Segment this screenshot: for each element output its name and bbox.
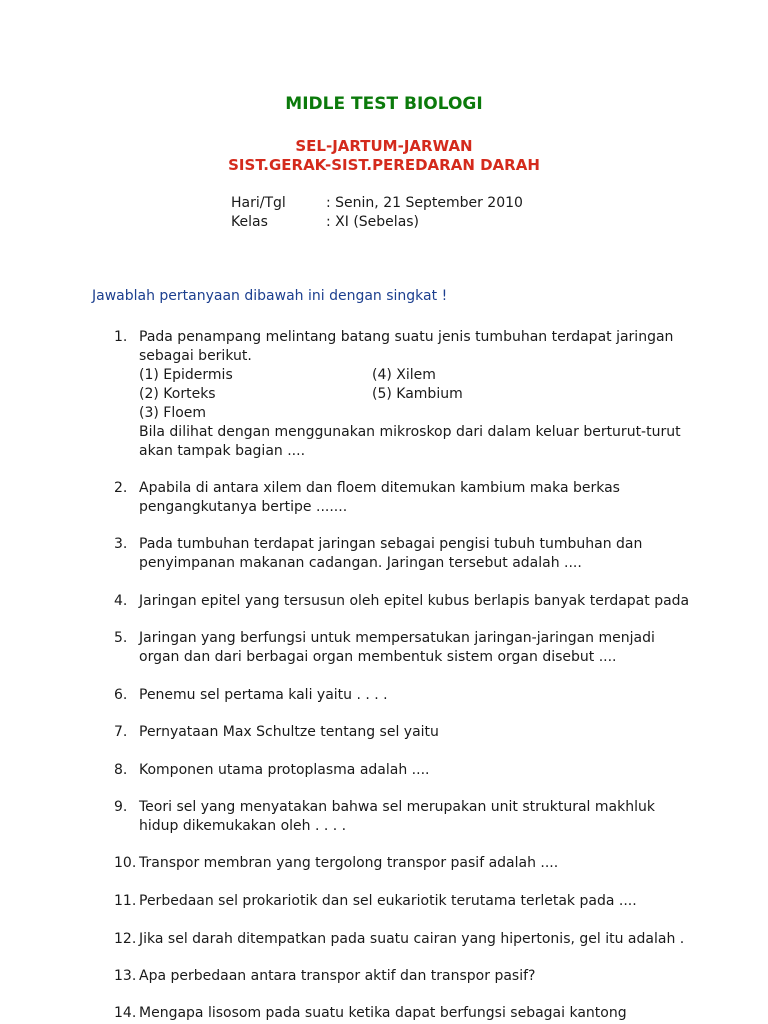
- question-text: [139, 629, 719, 667]
- question-line: hidup dikemukakan oleh . . . .: [139, 818, 347, 834]
- subtitle-systems: SIST.GERAK-SIST.PEREDARAN DARAH: [228, 156, 540, 174]
- question-text: [139, 686, 719, 705]
- option-row: [139, 385, 719, 404]
- question-number: 5.: [114, 630, 128, 646]
- question-number: 2.: [114, 480, 128, 496]
- question-text: [139, 1004, 719, 1023]
- option-item: (1) Epidermis: [139, 367, 233, 383]
- question-line: Mengapa lisosom pada suatu ketika dapat berfungsi sebagai kantong: [139, 1005, 627, 1021]
- question-line: Penemu sel pertama kali yaitu . . . .: [139, 687, 388, 703]
- question-text: [139, 479, 719, 517]
- option-item: (5) Kambium: [372, 386, 463, 402]
- question-line: akan tampak bagian ....: [139, 443, 306, 459]
- question-number: 10.: [114, 855, 137, 871]
- question-number: 3.: [114, 536, 128, 552]
- question-number: 6.: [114, 687, 128, 703]
- question-text: [139, 535, 719, 573]
- question-number: 4.: [114, 593, 128, 609]
- page-title: MIDLE TEST BIOLOGI: [285, 94, 483, 114]
- question-line: sebagai berikut.: [139, 348, 252, 364]
- option-item: (2) Korteks: [139, 386, 216, 402]
- question-number: 13.: [114, 968, 137, 984]
- question-number: 14.: [114, 1005, 137, 1021]
- question-number: 1.: [114, 329, 128, 345]
- question-number: 12.: [114, 931, 137, 947]
- question-text: [139, 854, 719, 873]
- meta-class-label: Kelas: [231, 214, 268, 230]
- option-item: (3) Floem: [139, 405, 207, 421]
- question-text: [139, 892, 719, 911]
- question-line: Pernyataan Max Schultze tentang sel yaitu: [139, 724, 439, 740]
- option-item: (4) Xilem: [372, 367, 436, 383]
- question-number: 9.: [114, 799, 128, 815]
- question-text: [139, 723, 719, 742]
- question-line: Komponen utama protoplasma adalah ....: [139, 762, 430, 778]
- question-line: penyimpanan makanan cadangan. Jaringan tersebut adalah ....: [139, 555, 582, 571]
- question-line: Jika sel darah ditempatkan pada suatu cairan yang hipertonis, gel itu adalah .: [139, 931, 685, 947]
- question-line: pengangkutanya bertipe .......: [139, 499, 348, 515]
- question-text: [139, 592, 719, 611]
- question-text: [139, 328, 719, 461]
- question-line: Jaringan yang berfungsi untuk mempersatukan jaringan-jaringan menjadi: [139, 630, 655, 646]
- meta-class-value: : XI (Sebelas): [326, 214, 420, 230]
- question-line: Pada penampang melintang batang suatu jenis tumbuhan terdapat jaringan: [139, 329, 674, 345]
- question-number: 8.: [114, 762, 128, 778]
- question-line: organ dan dari berbagai organ membentuk sistem organ disebut ....: [139, 649, 617, 665]
- question-line: Bila dilihat dengan menggunakan mikroskop dari dalam keluar berturut-turut: [139, 424, 681, 440]
- question-number: 7.: [114, 724, 128, 740]
- question-line: Teori sel yang menyatakan bahwa sel merupakan unit struktural makhluk: [139, 799, 655, 815]
- instruction-text: Jawablah pertanyaan dibawah ini dengan singkat !: [92, 288, 448, 304]
- question-line: Transpor membran yang tergolong transpor pasif adalah ....: [139, 855, 559, 871]
- question-line: Apabila di antara xilem dan floem ditemukan kambium maka berkas: [139, 480, 620, 496]
- meta-date-label: Hari/Tgl: [231, 195, 286, 211]
- question-line: Apa perbedaan antara transpor aktif dan transpor pasif?: [139, 968, 536, 984]
- meta-date-value: : Senin, 21 September 2010: [326, 195, 523, 211]
- question-text: [139, 761, 719, 780]
- question-number: 11.: [114, 893, 137, 909]
- question-line: Jaringan epitel yang tersusun oleh epitel kubus berlapis banyak terdapat pada: [139, 593, 690, 609]
- question-line: Perbedaan sel prokariotik dan sel eukariotik terutama terletak pada ....: [139, 893, 637, 909]
- question-text: [139, 798, 719, 836]
- option-row: [139, 366, 719, 385]
- subtitle-topics: SEL-JARTUM-JARWAN: [295, 137, 473, 155]
- question-line: Pada tumbuhan terdapat jaringan sebagai pengisi tubuh tumbuhan dan: [139, 536, 643, 552]
- option-row: [139, 404, 719, 423]
- question-text: [139, 930, 719, 949]
- question-text: [139, 967, 719, 986]
